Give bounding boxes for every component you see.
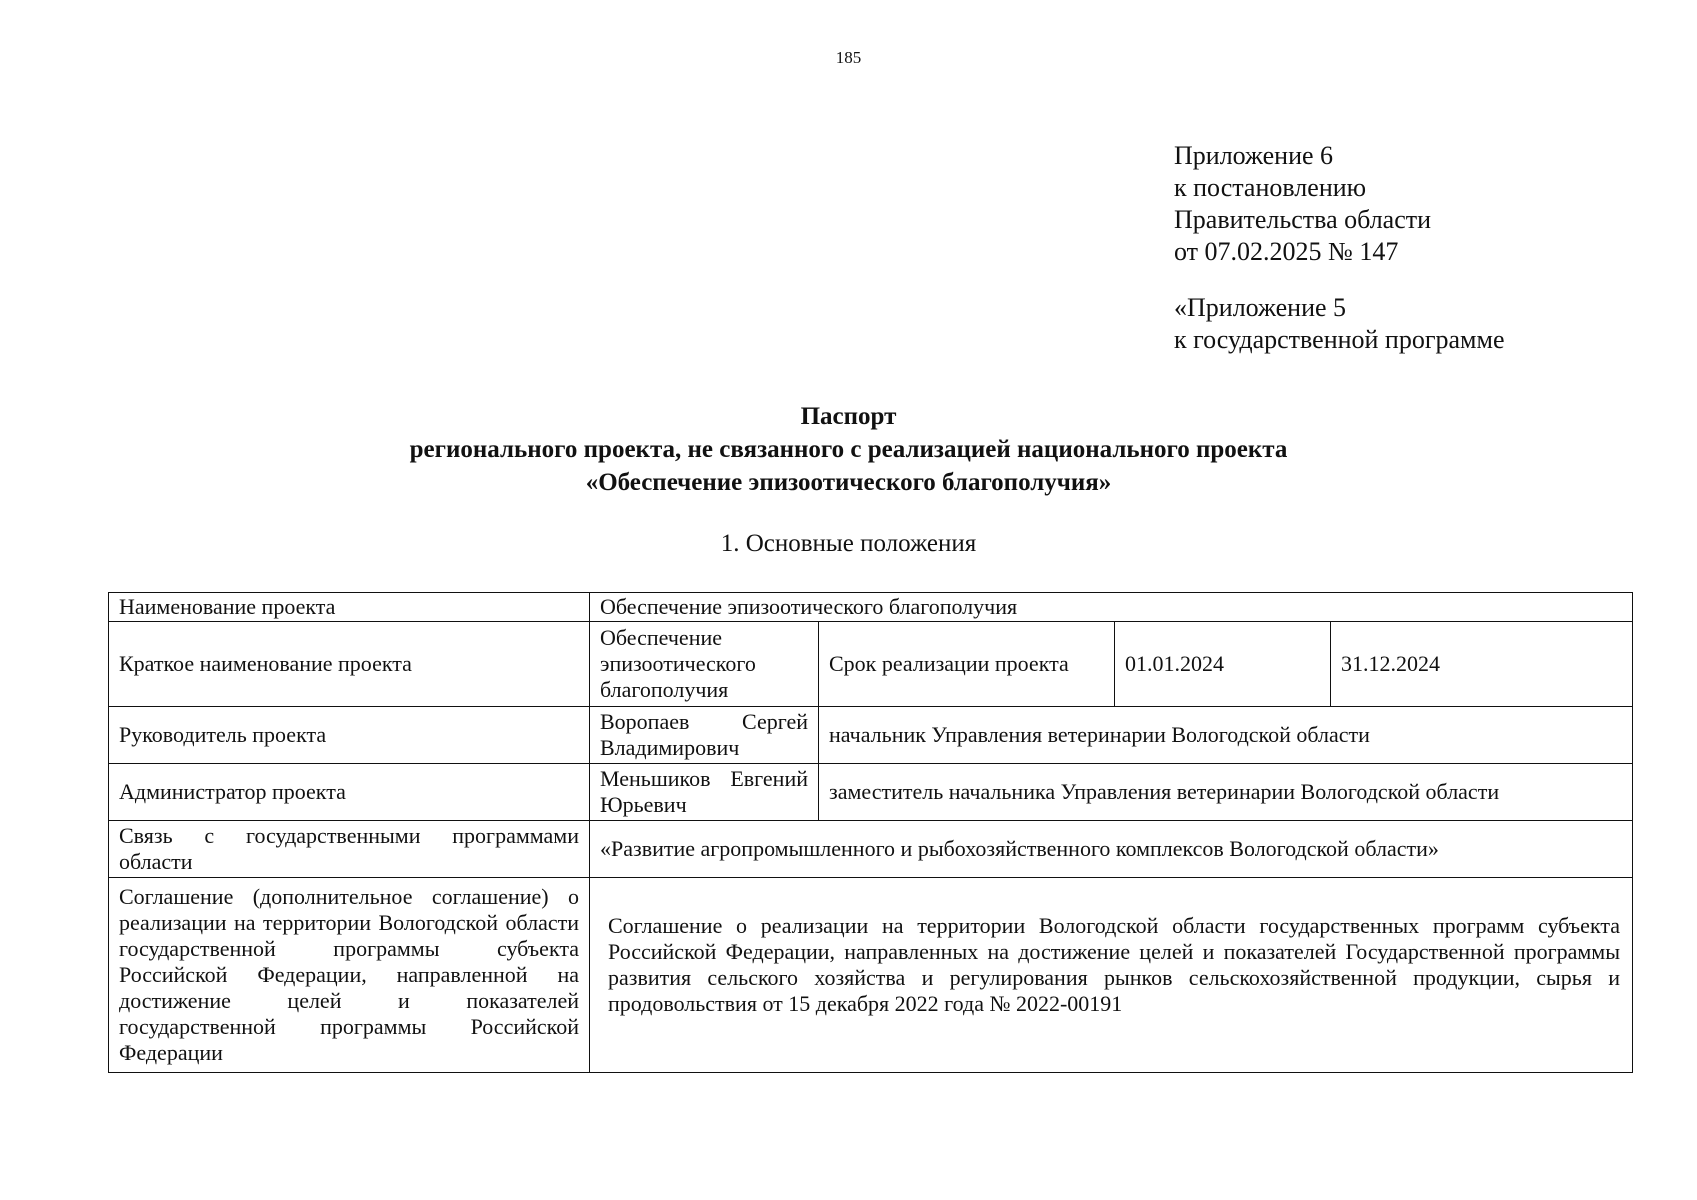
- appendix-line: к постановлению: [1174, 173, 1367, 202]
- person-name: Меньшиков Евгений Юрьевич: [590, 764, 819, 821]
- appendix-line: Приложение 6: [1174, 141, 1334, 170]
- row-label: Краткое наименование проекта: [109, 622, 590, 707]
- title-line: «Обеспечение эпизоотического благополучия»: [585, 469, 1112, 496]
- table-row: [109, 878, 1633, 1073]
- person-position: начальник Управления ветеринарии Вологодской области: [819, 707, 1633, 764]
- table-row: [109, 593, 1633, 622]
- row-label: Руководитель проекта: [109, 707, 590, 764]
- appendix-line: Правительства области: [1174, 205, 1432, 234]
- page-number: 185: [835, 48, 862, 67]
- table-row: [109, 764, 1633, 821]
- term-label: Срок реализации проекта: [819, 622, 1115, 707]
- row-label: Соглашение (дополнительное соглашение) о реализации на территории Вологодской области государственной программы субъекта Российской Федерации, направленной на достижение целей и показателей государственной программы Российской Федерации: [109, 878, 590, 1073]
- row-value: «Развитие агропромышленного и рыбохозяйственного комплексов Вологодской области»: [590, 821, 1633, 878]
- appendix-line: к государственной программе: [1174, 325, 1505, 354]
- document-title: [0, 400, 1697, 499]
- person-position: заместитель начальника Управления ветеринарии Вологодской области: [819, 764, 1633, 821]
- table-row: [109, 821, 1633, 878]
- table-row: [109, 622, 1633, 707]
- person-name: Воропаев Сергей Владимирович: [590, 707, 819, 764]
- row-label: Наименование проекта: [109, 593, 590, 622]
- title-line: Паспорт: [800, 403, 897, 430]
- section-heading: 1. Основные положения: [720, 530, 977, 557]
- row-label: Связь с государственными программами области: [109, 821, 590, 878]
- appendix-block: [1174, 140, 1505, 356]
- appendix-line: «Приложение 5: [1174, 293, 1347, 322]
- title-line: регионального проекта, не связанного с реализацией национального проекта: [409, 436, 1288, 463]
- start-date: 01.01.2024: [1115, 622, 1331, 707]
- row-value: Соглашение о реализации на территории Вологодской области государственных программ субъекта Российской Федерации, направленных на достижение целей и показателей Государственной программы развития сельского хозяйства и регулирования рынков сельскохозяйственной продукции, сырья и продовольствия от 15 декабря 2022 года № 2022-00191: [590, 878, 1633, 1073]
- passport-table: [108, 592, 1633, 1073]
- appendix-line: от 07.02.2025 № 147: [1174, 237, 1399, 266]
- row-label: Администратор проекта: [109, 764, 590, 821]
- table-row: [109, 707, 1633, 764]
- row-value: Обеспечение эпизоотического благополучия: [590, 593, 1633, 622]
- end-date: 31.12.2024: [1331, 622, 1633, 707]
- row-value: Обеспечение эпизоотического благополучия: [590, 622, 819, 707]
